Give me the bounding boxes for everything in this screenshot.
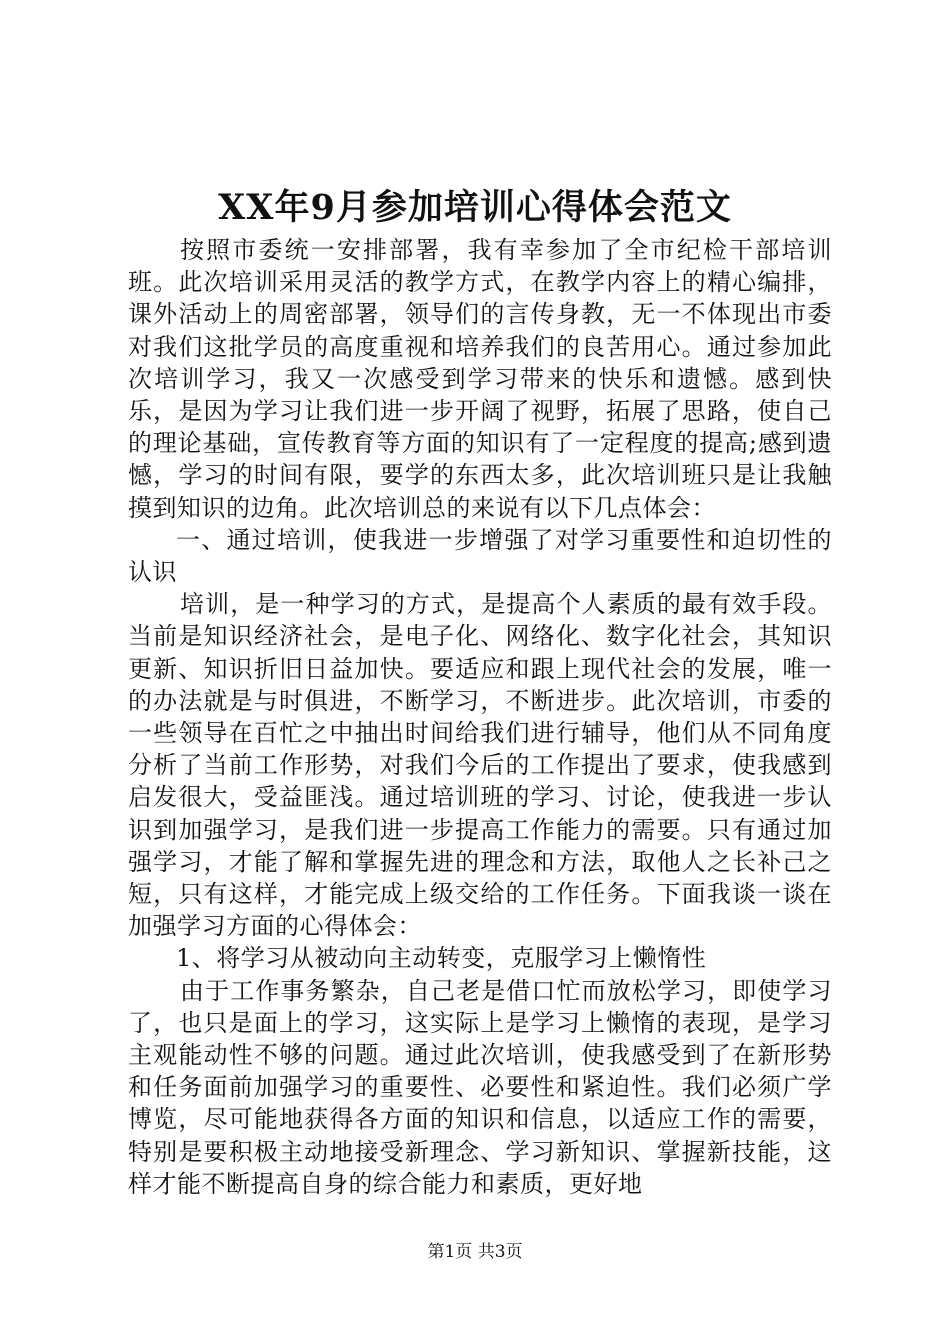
page-number: 第1页 共3页 — [427, 1242, 523, 1262]
subsection-heading-1: 1、将学习从被动向主动转变，克服学习上懒惰性 — [176, 944, 707, 973]
document-title: XX年9月参加培训心得体会范文 — [218, 187, 732, 228]
paragraph-subsection-1: 由于工作事务繁杂，自己老是借口忙而放松学习，即使学习了，也只是面上的学习，这实际上是学习上懒惰的表现，是学习主观能动性不够的问题。通过此次培训，使我感受到了在新形势和任务面前加强学习的重要性、必要性和紧迫性。我们必须广学博览，尽可能地获得各方面的知识和信息，以适应工作的需要，特别是要积极主动地接受新理念、学习新知识、掌握新技能，这样才能不断提高自身的综合能力和素质，更好地 — [128, 976, 832, 1198]
paragraph-intro: 按照市委统一安排部署，我有幸参加了全市纪检干部培训班。此次培训采用灵活的教学方式，在教学内容上的精心编排，课外活动上的周密部署，领导们的言传身教，无一不体现出市委对我们这批学员的高度重视和培养我们的良苦用心。通过参加此次培训学习，我又一次感受到学习带来的快乐和遗憾。感到快乐，是因为学习让我们进一步开阔了视野，拓展了思路，使自己的理论基础，宣传教育等方面的知识有了一定程度的提高;感到遗憾，学习的时间有限，要学的东西太多，此次培训班只是让我触摸到知识的边角。此次培训总的来说有以下几点体会： — [128, 236, 832, 522]
document-body — [128, 234, 832, 1200]
section-heading-1: 一、通过培训，使我进一步增强了对学习重要性和迫切性的认识 — [128, 525, 832, 587]
paragraph-section-1: 培训，是一种学习的方式，是提高个人素质的最有效手段。当前是知识经济社会，是电子化、网络化、数字化社会，其知识更新、知识折旧日益加快。要适应和跟上现代社会的发展，唯一的办法就是与时俱进，不断学习，不断进步。此次培训，市委的一些领导在百忙之中抽出时间给我们进行辅导，他们从不同角度分析了当前工作形势，对我们今后的工作提出了要求，使我感到启发很大，受益匪浅。通过培训班的学习、讨论，使我进一步认识到加强学习，是我们进一步提高工作能力的需要。只有通过加强学习，才能了解和掌握先进的理念和方法，取他人之长补己之短，只有这样，才能完成上级交给的工作任务。下面我谈一谈在加强学习方面的心得体会： — [128, 590, 832, 941]
